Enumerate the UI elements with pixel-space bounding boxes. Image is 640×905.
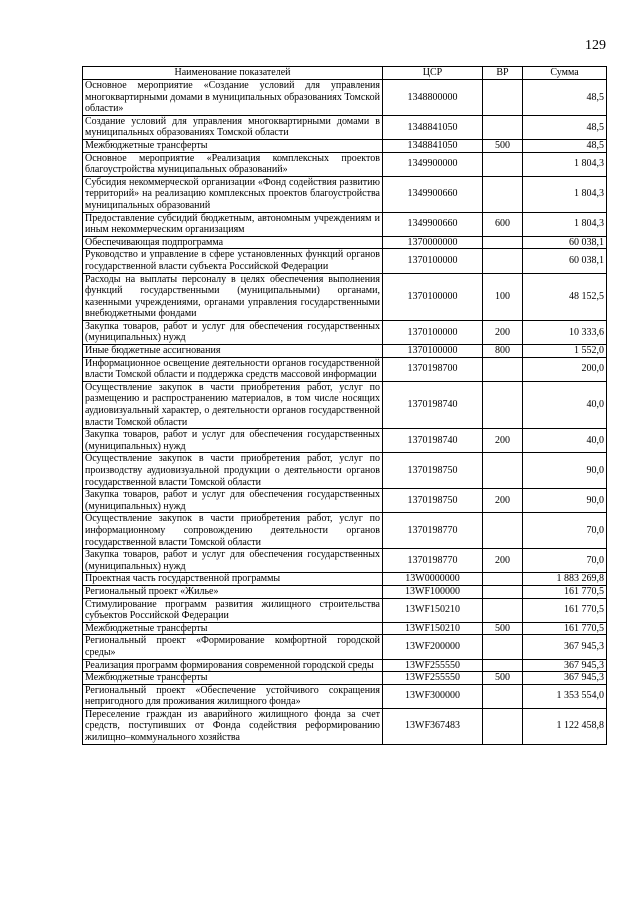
cell-csr: 1370100000: [383, 249, 483, 273]
header-vr: ВР: [483, 67, 523, 80]
table-row: [83, 320, 607, 344]
cell-csr: 1370198750: [383, 489, 483, 513]
cell-sum: 70,0: [523, 549, 607, 573]
table-row: [83, 212, 607, 236]
cell-csr: 1370100000: [383, 320, 483, 344]
cell-vr: [483, 573, 523, 586]
table-row: [83, 80, 607, 116]
cell-name: Региональный проект «Жилье»: [83, 585, 383, 598]
cell-csr: 1370198740: [383, 429, 483, 453]
cell-name: Предоставление субсидий бюджетным, автономным учреждениям и иным некоммерческим организациям: [83, 212, 383, 236]
cell-name: Иные бюджетные ассигнования: [83, 345, 383, 358]
cell-vr: [483, 381, 523, 428]
cell-vr: [483, 357, 523, 381]
cell-sum: 1 883 269,8: [523, 573, 607, 586]
table-row: [83, 573, 607, 586]
cell-vr: 200: [483, 549, 523, 573]
table-row: [83, 381, 607, 428]
cell-vr: 200: [483, 429, 523, 453]
cell-name: Обеспечивающая подпрограмма: [83, 236, 383, 249]
cell-csr: 1370198750: [383, 453, 483, 489]
cell-vr: 100: [483, 273, 523, 320]
table-row: [83, 549, 607, 573]
cell-csr: 13WF100000: [383, 585, 483, 598]
table-row: [83, 659, 607, 672]
cell-vr: 200: [483, 320, 523, 344]
cell-sum: 161 770,5: [523, 585, 607, 598]
cell-name: Расходы на выплаты персоналу в целях обеспечения выполнения функций государственными (муниципальными) органами, казенными учреждениями, органами управления государственными внебюджетными фондами: [83, 273, 383, 320]
table-row: [83, 249, 607, 273]
cell-name: Осуществление закупок в части приобретения работ, услуг по информационному сопровождению деятельности органов государственной власти Томской области: [83, 513, 383, 549]
cell-sum: 1 804,3: [523, 152, 607, 176]
cell-csr: 1348841050: [383, 139, 483, 152]
cell-sum: 48,5: [523, 115, 607, 139]
cell-csr: 1349900000: [383, 152, 483, 176]
cell-sum: 40,0: [523, 381, 607, 428]
cell-sum: 1 804,3: [523, 176, 607, 212]
cell-vr: 500: [483, 672, 523, 685]
table-row: [83, 672, 607, 685]
cell-sum: 70,0: [523, 513, 607, 549]
cell-sum: 1 552,0: [523, 345, 607, 358]
budget-table: [82, 66, 607, 745]
cell-name: Информационное освещение деятельности органов государственной власти Томской области и поддержка средств массовой информации: [83, 357, 383, 381]
cell-vr: [483, 513, 523, 549]
cell-vr: 800: [483, 345, 523, 358]
cell-vr: 600: [483, 212, 523, 236]
cell-sum: 90,0: [523, 453, 607, 489]
cell-vr: [483, 635, 523, 659]
cell-name: Межбюджетные трансферты: [83, 139, 383, 152]
table-row: [83, 585, 607, 598]
cell-name: Субсидия некоммерческой организации «Фонд содействия развитию территорий» на реализацию комплексных проектов благоустройства муниципальных образований: [83, 176, 383, 212]
cell-csr: 1370198770: [383, 549, 483, 573]
table-header: [83, 67, 607, 80]
cell-vr: [483, 598, 523, 622]
cell-name: Региональный проект «Обеспечение устойчивого сокращения непригодного для проживания жилищного фонда»: [83, 684, 383, 708]
table-row: [83, 708, 607, 744]
cell-sum: 48,5: [523, 139, 607, 152]
cell-csr: 13WF255550: [383, 659, 483, 672]
cell-sum: 161 770,5: [523, 622, 607, 635]
cell-sum: 367 945,3: [523, 635, 607, 659]
cell-csr: 1349900660: [383, 176, 483, 212]
cell-sum: 367 945,3: [523, 659, 607, 672]
cell-csr: 1348841050: [383, 115, 483, 139]
cell-vr: [483, 708, 523, 744]
header-sum: Сумма: [523, 67, 607, 80]
cell-csr: 13WF200000: [383, 635, 483, 659]
cell-sum: 367 945,3: [523, 672, 607, 685]
table-row: [83, 176, 607, 212]
cell-name: Проектная часть государственной программы: [83, 573, 383, 586]
cell-csr: 13WF150210: [383, 622, 483, 635]
table-row: [83, 489, 607, 513]
cell-csr: 13W0000000: [383, 573, 483, 586]
table-row: [83, 513, 607, 549]
table-row: [83, 635, 607, 659]
cell-name: Закупка товаров, работ и услуг для обеспечения государственных (муниципальных) нужд: [83, 489, 383, 513]
cell-name: Стимулирование программ развития жилищного строительства субъектов Российской Федерации: [83, 598, 383, 622]
cell-vr: 500: [483, 622, 523, 635]
cell-name: Закупка товаров, работ и услуг для обеспечения государственных (муниципальных) нужд: [83, 320, 383, 344]
cell-name: Переселение граждан из аварийного жилищного фонда за счет средств, поступивших от Фонда содействия реформированию жилищно–коммунального хозяйства: [83, 708, 383, 744]
cell-name: Создание условий для управления многоквартирными домами в муниципальных образованиях Томской области: [83, 115, 383, 139]
table-row: [83, 152, 607, 176]
table-row: [83, 429, 607, 453]
cell-csr: 1349900660: [383, 212, 483, 236]
cell-csr: 13WF367483: [383, 708, 483, 744]
cell-csr: 1370100000: [383, 345, 483, 358]
cell-name: Региональный проект «Формирование комфортной городской среды»: [83, 635, 383, 659]
table-row: [83, 236, 607, 249]
table-row: [83, 273, 607, 320]
cell-vr: [483, 249, 523, 273]
table-row: [83, 622, 607, 635]
cell-csr: 13WF255550: [383, 672, 483, 685]
cell-sum: 1 804,3: [523, 212, 607, 236]
header-name: Наименование показателей: [83, 67, 383, 80]
page-number: 129: [585, 38, 606, 53]
cell-name: Осуществление закупок в части приобретения работ, услуг по размещению и распространению материалов, в том числе носящих аудиовизуальный характер, о деятельности органов государственной власти Томской области: [83, 381, 383, 428]
cell-sum: 90,0: [523, 489, 607, 513]
table-row: [83, 453, 607, 489]
cell-csr: 1370198700: [383, 357, 483, 381]
cell-sum: 48 152,5: [523, 273, 607, 320]
cell-sum: 48,5: [523, 80, 607, 116]
table-row: [83, 345, 607, 358]
cell-vr: [483, 236, 523, 249]
cell-sum: 1 353 554,0: [523, 684, 607, 708]
cell-sum: 60 038,1: [523, 249, 607, 273]
cell-csr: 1370100000: [383, 273, 483, 320]
cell-name: Закупка товаров, работ и услуг для обеспечения государственных (муниципальных) нужд: [83, 429, 383, 453]
cell-vr: [483, 684, 523, 708]
cell-name: Основное мероприятие «Создание условий для управления многоквартирными домами в муниципальных образованиях Томской области»: [83, 80, 383, 116]
header-csr: ЦСР: [383, 67, 483, 80]
cell-vr: 200: [483, 489, 523, 513]
cell-name: Закупка товаров, работ и услуг для обеспечения государственных (муниципальных) нужд: [83, 549, 383, 573]
cell-name: Межбюджетные трансферты: [83, 622, 383, 635]
table-row: [83, 684, 607, 708]
cell-vr: [483, 152, 523, 176]
cell-vr: [483, 453, 523, 489]
cell-csr: 1370000000: [383, 236, 483, 249]
table-body: [83, 80, 607, 745]
cell-vr: [483, 176, 523, 212]
cell-vr: [483, 80, 523, 116]
cell-vr: [483, 115, 523, 139]
cell-sum: 200,0: [523, 357, 607, 381]
cell-csr: 1370198740: [383, 381, 483, 428]
cell-csr: 13WF300000: [383, 684, 483, 708]
cell-sum: 1 122 458,8: [523, 708, 607, 744]
table-row: [83, 139, 607, 152]
cell-name: Основное мероприятие «Реализация комплексных проектов благоустройства муниципальных образований»: [83, 152, 383, 176]
cell-vr: 500: [483, 139, 523, 152]
cell-sum: 40,0: [523, 429, 607, 453]
cell-sum: 161 770,5: [523, 598, 607, 622]
cell-vr: [483, 659, 523, 672]
cell-csr: 1370198770: [383, 513, 483, 549]
cell-name: Реализация программ формирования современной городской среды: [83, 659, 383, 672]
table-row: [83, 357, 607, 381]
cell-name: Руководство и управление в сфере установленных функций органов государственной власти субъекта Российской Федерации: [83, 249, 383, 273]
table-row: [83, 115, 607, 139]
cell-csr: 13WF150210: [383, 598, 483, 622]
cell-csr: 1348800000: [383, 80, 483, 116]
cell-sum: 10 333,6: [523, 320, 607, 344]
cell-name: Осуществление закупок в части приобретения работ, услуг по производству аудиовизуальной продукции о деятельности органов государственной власти Томской области: [83, 453, 383, 489]
cell-vr: [483, 585, 523, 598]
cell-name: Межбюджетные трансферты: [83, 672, 383, 685]
table-row: [83, 598, 607, 622]
cell-sum: 60 038,1: [523, 236, 607, 249]
